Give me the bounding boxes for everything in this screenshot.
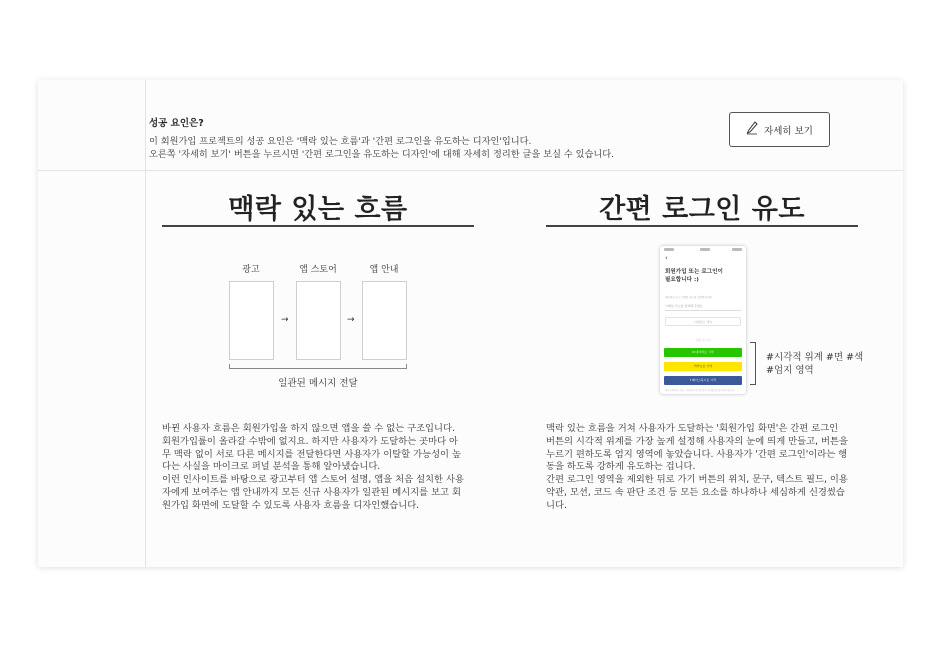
phone-continue-button: 이메일로 계속 <box>665 317 741 326</box>
right-body-text <box>546 423 848 513</box>
summary-line-1: 이 회원가입 프로젝트의 성공 요인은 '맥락 있는 흐름'과 '간편 로그인을 유도하는 디자인'입니다. <box>149 136 532 147</box>
left-body-text <box>162 423 464 513</box>
left-body-line: 회원가입률이 올라갈 수밖에 없지요. 하지만 사용자가 도달하는 곳마다 아 <box>162 435 459 447</box>
flow-box-appstore <box>296 281 341 360</box>
flow-step-label-appstore: 앱 스토어 <box>299 265 337 275</box>
right-title-rule <box>546 225 858 227</box>
arrow-icon: → <box>281 315 289 325</box>
phone-status-bar <box>664 248 742 252</box>
left-body-line: 무 맥락 없이 서로 다른 메시지를 전달한다면 사용자가 이탈할 가능성이 높 <box>162 448 461 460</box>
annotation-tags <box>766 351 863 377</box>
right-body-line: 누르기 편하도록 엄지 영역에 놓았습니다. 사용자가 '간편 로그인'이라는 행 <box>546 448 848 460</box>
left-section-title: 맥락 있는 흐름 <box>228 194 408 225</box>
pen-icon <box>746 121 758 138</box>
phone-title-line: 회원가입 또는 로그인이 <box>665 269 723 275</box>
annotation-line: #엄지 영역 <box>766 365 814 376</box>
right-body-line: 버튼의 시각적 위계를 가장 높게 설정해 사용자의 눈에 띄게 만들고, 버튼을 <box>546 435 848 447</box>
back-icon: ‹ <box>665 254 668 262</box>
summary-title: 성공 요인은? <box>149 118 204 129</box>
left-body-line: 자에게 보여주는 앱 안내까지 모든 신규 사용자가 일관된 메시지를 보고 회 <box>162 486 461 498</box>
annotation-bracket <box>750 342 756 385</box>
phone-naver-button: N 네이버로 시작 <box>664 348 742 357</box>
phone-divider-text: 간편 로그인 <box>695 338 711 342</box>
right-body-line: 맥락 있는 흐름을 거쳐 사용자가 도달하는 '회원가입 화면'은 간편 로그인 <box>546 423 839 434</box>
summary-line-2: 오른쪽 '자세히 보기' 버튼을 누르시면 '간편 로그인을 유도하는 디자인'에 대해 자세히 정리한 글을 보실 수 있습니다. <box>149 148 615 160</box>
detail-view-button[interactable] <box>729 112 830 147</box>
right-body-line: 니다. <box>546 499 567 511</box>
phone-kakao-button: 카카오로 시작 <box>664 362 742 371</box>
column-divider <box>145 80 146 567</box>
right-body-line: 약관, 모션, 코드 속 판단 조건 등 모든 요소를 하나하나 세심하게 신경썼습 <box>546 486 845 498</box>
left-body-line: 이런 인사이트를 바탕으로 광고부터 앱 스토어 설명, 앱을 처음 설치한 사용 <box>162 474 464 486</box>
phone-email-input: 이메일 주소를 입력해 주세요 <box>665 303 741 311</box>
row-divider <box>38 170 903 171</box>
flow-box-ad <box>229 281 274 360</box>
flow-box-guide <box>362 281 407 360</box>
phone-facebook-button: f 페이스북으로 시작 <box>664 376 742 385</box>
arrow-icon: → <box>347 315 355 325</box>
annotation-line: #시각적 위계 #면 #색 <box>766 352 864 363</box>
phone-title-line: 필요합니다 :) <box>665 277 699 283</box>
left-body-line: 바뀐 사용자 흐름은 회원가입을 하지 않으면 앱을 쓸 수 없는 구조입니다. <box>162 423 455 434</box>
flow-step-label-ad: 광고 <box>242 265 260 275</box>
flow-step-label-guide: 앱 안내 <box>369 265 399 275</box>
right-section-title: 간편 로그인 유도 <box>599 194 805 225</box>
flow-bracket <box>229 364 407 369</box>
phone-helper-text: 전화번호 또는 이메일 주소를 입력해 주세요 <box>665 296 713 299</box>
phone-mockup <box>660 246 746 394</box>
right-body-line: 동을 하도록 강하게 유도하는 겁니다. <box>546 461 696 473</box>
phone-footer-text: 계속 진행하면 서비스 이용약관 및 개인정보 처리방침에 동의하게 됩니다 <box>665 389 734 392</box>
summary-text <box>149 136 614 161</box>
flow-caption: 일관된 메시지 전달 <box>278 378 358 389</box>
right-body-line: 간편 로그인 영역을 제외한 뒤로 가기 버튼의 위치, 문구, 텍스트 필드, 이용 <box>546 474 848 486</box>
detail-view-label: 자세히 보기 <box>764 125 813 137</box>
left-body-line: 다는 사실을 마이크로 퍼널 분석을 통해 알아냈습니다. <box>162 461 381 473</box>
left-body-line: 원가입 화면에 도달할 수 있도록 사용자 흐름을 디자인했습니다. <box>162 499 420 511</box>
left-title-rule <box>162 225 474 227</box>
phone-title <box>665 268 723 284</box>
